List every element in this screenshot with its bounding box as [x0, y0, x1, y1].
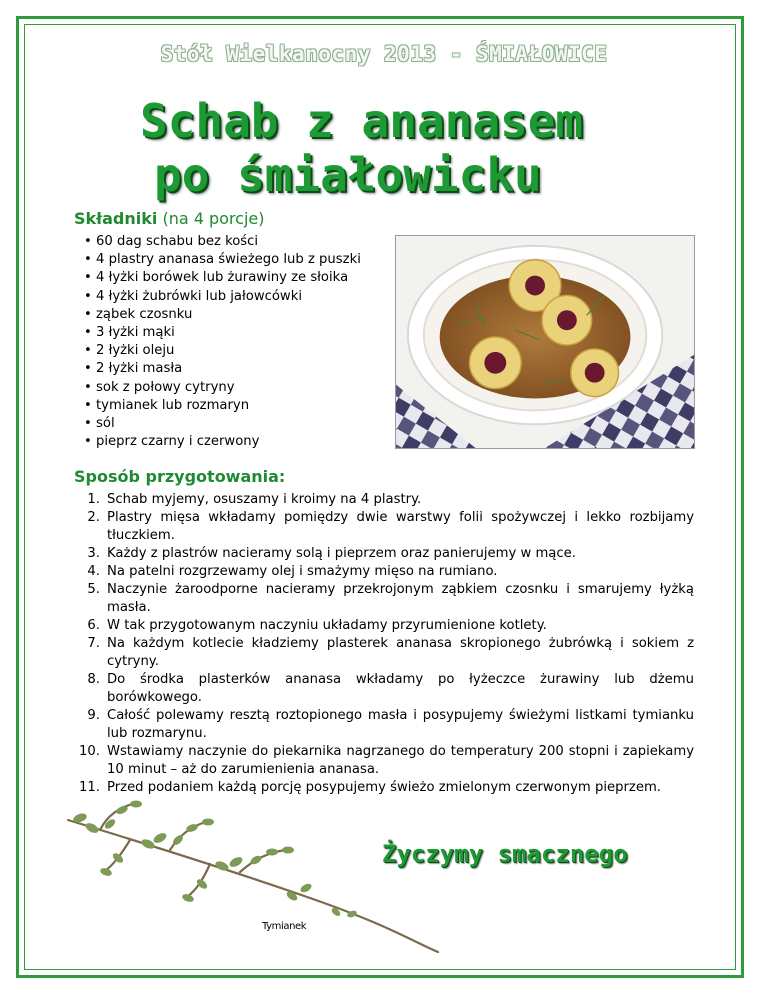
ingredient-item: • sok z połowy cytryny — [84, 379, 361, 397]
step-text: Na patelni rozgrzewamy olej i smażymy mięso na rumiano. — [107, 564, 498, 579]
preparation-steps — [74, 491, 694, 797]
step-item — [74, 671, 694, 707]
step-text: Wstawiamy naczynie do piekarnika nagrzanego do temperatury 200 stopni i zapiekamy 10 minut – aż do zarumienienia ananasa. — [107, 744, 694, 777]
ingredient-item: • 4 łyżki żubrówki lub jałowcówki — [84, 288, 361, 306]
step-item — [74, 563, 694, 581]
step-text: Plastry mięsa wkładamy pomiędzy dwie warstwy folii spożywczej i lekko rozbijamy tłuczkiem. — [107, 510, 694, 543]
ingredient-item: • 2 łyżki masła — [84, 360, 361, 378]
step-text: Na każdym kotlecie kładziemy plasterek ananasa skropionego żubrówką i sokiem z cytryny. — [107, 636, 694, 669]
closing-wish: Życzymy smacznego — [382, 840, 628, 868]
ingredients-list — [84, 233, 361, 451]
step-item — [74, 581, 694, 617]
step-item — [74, 779, 694, 797]
step-text: Całość polewamy resztą roztopionego masła i posypujemy świeżymi listkami tymianku lub rozmarynu. — [107, 708, 694, 741]
step-number: 1. — [87, 492, 100, 507]
step-number: 7. — [87, 636, 100, 651]
event-header: Stół Wielkanocny 2013 - ŚMIAŁOWICE — [160, 42, 608, 66]
ingredients-heading — [74, 209, 265, 228]
ingredient-item: • 4 łyżki borówek lub żurawiny ze słoika — [84, 269, 361, 287]
ingredient-item: • 4 plastry ananasa świeżego lub z puszki — [84, 251, 361, 269]
step-text: Każdy z plastrów nacieramy solą i pieprzem oraz panierujemy w mące. — [107, 546, 576, 561]
ingredient-item: • 2 łyżki oleju — [84, 342, 361, 360]
ingredient-item: • pieprz czarny i czerwony — [84, 433, 361, 451]
step-item — [74, 491, 694, 509]
step-number: 10. — [79, 744, 100, 759]
ingredient-item: • 60 dag schabu bez kości — [84, 233, 361, 251]
ingredient-item: • sól — [84, 415, 361, 433]
recipe-title-line2: po śmiałowicku — [154, 148, 542, 202]
step-item — [74, 635, 694, 671]
preparation-heading: Sposób przygotowania: — [74, 467, 286, 486]
step-text: Przed podaniem każdą porcję posypujemy świeżo zmielonym czerwonym pieprzem. — [107, 780, 661, 795]
ingredient-item: • ząbek czosnku — [84, 306, 361, 324]
step-number: 6. — [87, 618, 100, 633]
step-text: Do środka plasterków ananasa wkładamy po łyżeczce żurawiny lub dżemu borówkowego. — [107, 672, 694, 705]
step-number: 5. — [87, 582, 100, 597]
step-item — [74, 617, 694, 635]
step-item — [74, 545, 694, 563]
thyme-sprig-image — [60, 800, 450, 960]
step-text: W tak przygotowanym naczyniu układamy przyrumienione kotlety. — [107, 618, 547, 633]
ingredient-item: • 3 łyżki mąki — [84, 324, 361, 342]
step-item — [74, 509, 694, 545]
step-text: Schab myjemy, osuszamy i kroimy na 4 plastry. — [107, 492, 422, 507]
step-number: 9. — [87, 708, 100, 723]
thyme-caption: Tymianek — [262, 921, 307, 932]
step-number: 3. — [87, 546, 100, 561]
step-item — [74, 707, 694, 743]
step-item — [74, 743, 694, 779]
dish-photo — [395, 235, 695, 449]
step-number: 4. — [87, 564, 100, 579]
ingredient-item: • tymianek lub rozmaryn — [84, 397, 361, 415]
step-number: 2. — [87, 510, 100, 525]
recipe-title-line1: Schab z ananasem — [140, 94, 584, 148]
step-text: Naczynie żaroodporne nacieramy przekrojonym ząbkiem czosnku i smarujemy łyżką masła. — [107, 582, 694, 615]
step-number: 11. — [79, 780, 100, 795]
ingredients-portion-note: (na 4 porcje) — [162, 209, 265, 228]
step-number: 8. — [87, 672, 100, 687]
ingredients-heading-label: Składniki — [74, 209, 158, 228]
